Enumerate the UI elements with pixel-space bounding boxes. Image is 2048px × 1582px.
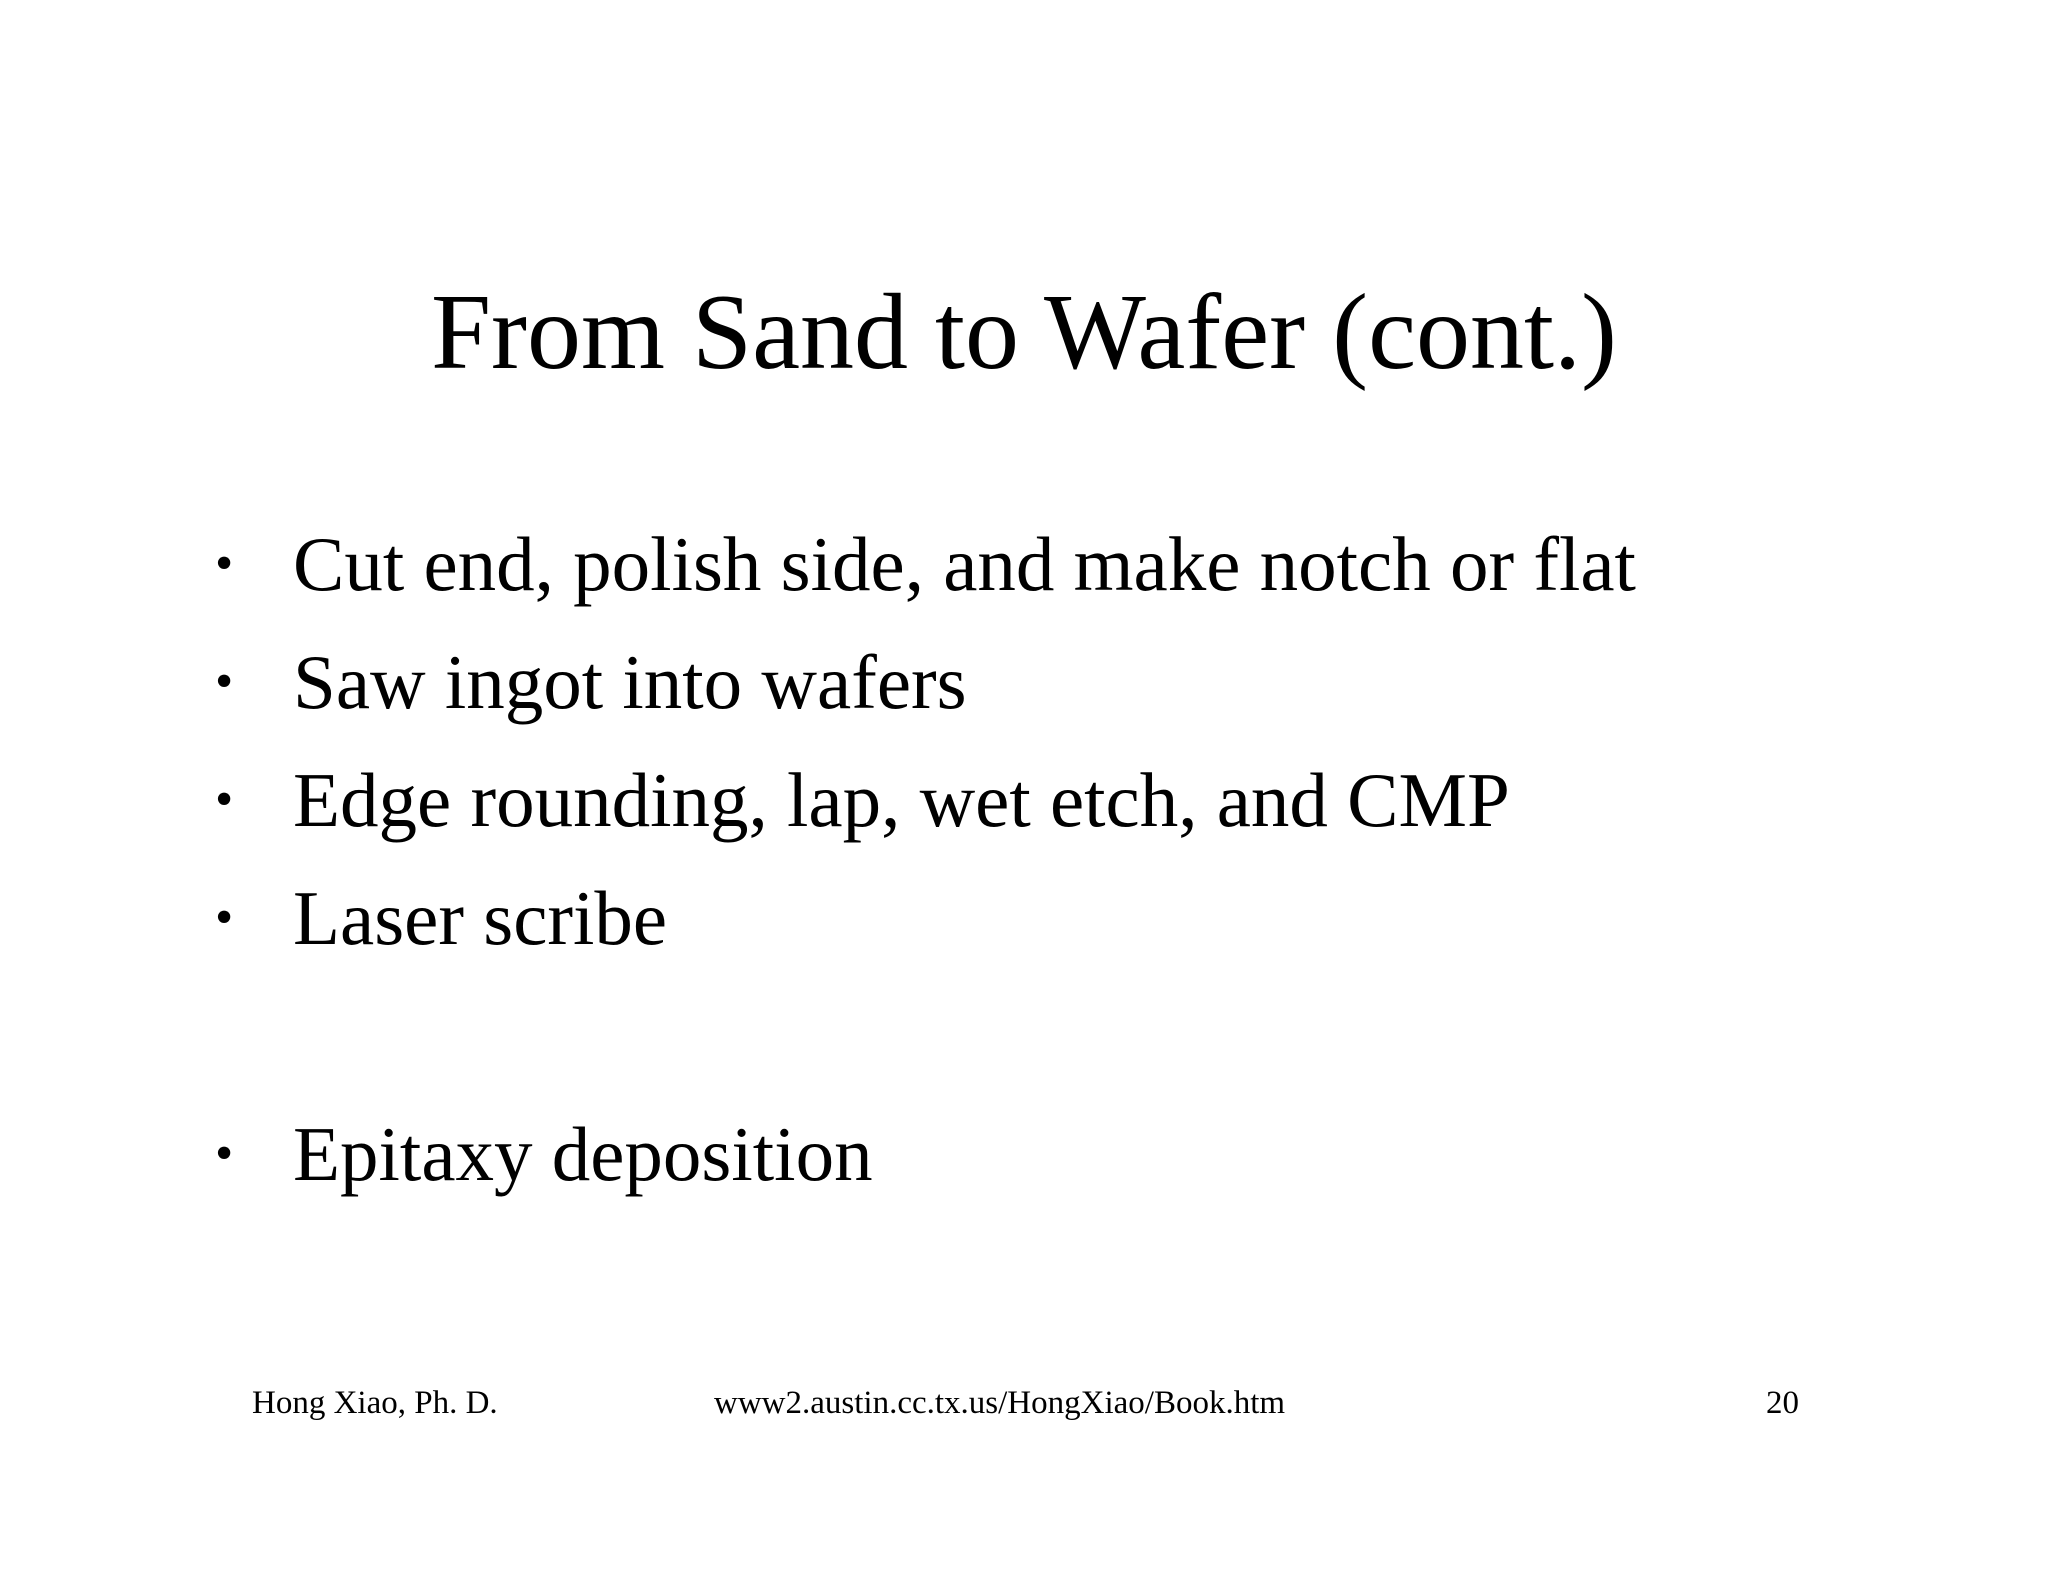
bullet-marker: •: [215, 535, 234, 592]
bullet-marker: •: [215, 889, 234, 946]
slide-title: From Sand to Wafer (cont.): [430, 273, 1618, 392]
bullet-text: Edge rounding, lap, wet etch, and CMP: [293, 757, 1510, 843]
bullet-text: Saw ingot into wafers: [293, 639, 967, 725]
footer-url: www2.austin.cc.tx.us/HongXiao/Book.htm: [714, 1385, 1286, 1421]
footer-page-number: 20: [1766, 1385, 1799, 1421]
bullet-text: Laser scribe: [293, 875, 668, 961]
bullet-marker: •: [215, 1125, 234, 1182]
bullet-text: Cut end, polish side, and make notch or flat: [293, 521, 1636, 607]
bullet-marker: •: [215, 653, 234, 710]
bullet-marker: •: [215, 771, 234, 828]
footer-author: Hong Xiao, Ph. D.: [252, 1385, 498, 1421]
bullet-text: Epitaxy deposition: [293, 1111, 873, 1197]
